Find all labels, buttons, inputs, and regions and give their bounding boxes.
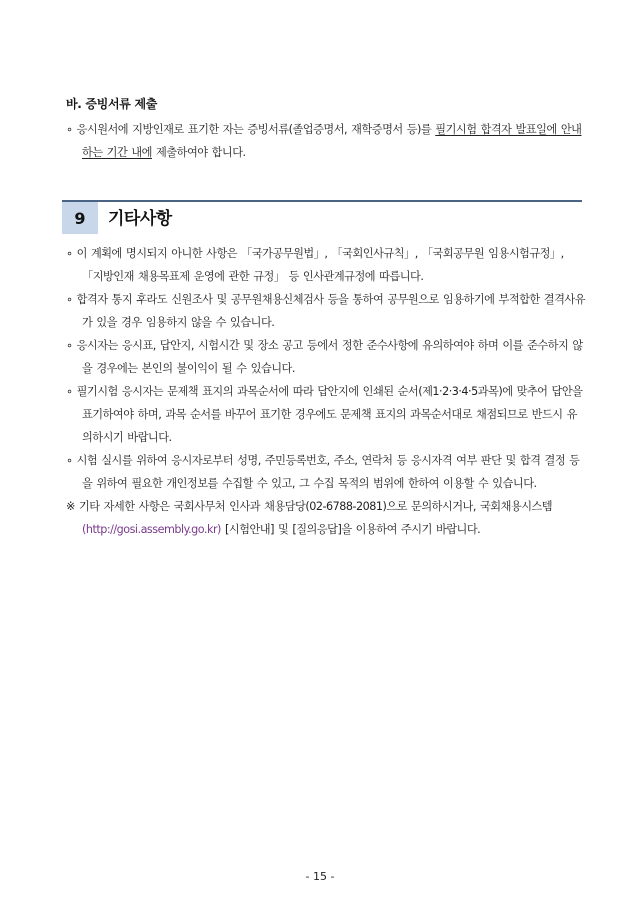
list-item [66, 242, 586, 288]
note-text-before: 기타 자세한 사항은 국회사무처 인사과 채용담당(02-6788-2081)으로 문의하시거나, 국회채용시스템 [78, 500, 553, 513]
section-b-heading: 바. 증빙서류 제출 [66, 97, 158, 111]
note-mark: ※ [66, 500, 75, 513]
contact-note [66, 495, 586, 541]
list-item-text: 이 계획에 명시되지 아니한 사항은 「국가공무원법」, 「국회인사규칙」, 「국회공무원 임용시험규정」, 「지방인재 채용목표제 운영에 관한 규정」 등 인사관계규정에 따릅니다. [76, 247, 564, 283]
section-9-header [62, 198, 582, 234]
bullet-mark: ∘ [66, 123, 73, 136]
bullet-mark: ∘ [66, 454, 73, 467]
bullet-mark: ∘ [66, 293, 73, 306]
list-item-text: 응시자는 응시표, 답안지, 시험시간 및 장소 공고 등에서 정한 준수사항에 유의하여야 하며 이를 준수하지 않을 경우에는 본인의 불이익이 될 수 있습니다. [76, 339, 583, 375]
section-b-text-after: 제출하여야 합니다. [151, 146, 246, 159]
list-item-text: 필기시험 응시자는 문제책 표지의 과목순서에 따라 답안지에 인쇄된 순서(제1·2·3·4·5과목)에 맞추어 답안을 표기하여야 하며, 과목 순서를 바꾸어 표기한 경우에도 문제책 표지의 과목순서대로 채점되므로 반드시 유의하시기 바랍니다. [76, 385, 583, 444]
section-b-bullet-item [66, 118, 586, 164]
list-item [66, 449, 586, 495]
list-item-text: 시험 실시를 위하여 응시자로부터 성명, 주민등록번호, 주소, 연락처 등 응시자격 여부 판단 및 합격 결정 등을 위하여 필요한 개인정보를 수집할 수 있고, 그 수집 목적의 범위에 한하여 이용할 수 있습니다. [76, 454, 580, 490]
section-title: 기타사항 [108, 209, 172, 229]
list-item [66, 288, 586, 334]
list-item [66, 334, 586, 380]
bullet-mark: ∘ [66, 339, 73, 352]
section-b-text-before: 응시원서에 지방인재로 표기한 자는 증빙서류(졸업증명서, 재학증명서 등)를 [76, 123, 436, 136]
list-item-text: 합격자 통지 후라도 신원조사 및 공무원채용신체검사 등을 통하여 공무원으로 임용하기에 부적합한 결격사유가 있을 경우 임용하지 않을 수 있습니다. [76, 293, 586, 329]
section-header-rule [62, 200, 582, 202]
list-item [66, 380, 586, 449]
recruitment-site-link[interactable]: (http://gosi.assembly.go.kr) [82, 523, 221, 536]
section-b-paragraph [66, 118, 586, 164]
note-text-after: [시험안내] 및 [질의응답]을 이용하여 주시기 바랍니다. [220, 523, 481, 536]
section-9-items [66, 242, 586, 541]
section-b-underlined-text: 필기시험 합격자 발표일에 안내하는 기간 내에 [82, 123, 582, 159]
bullet-mark: ∘ [66, 385, 73, 398]
section-number-box: 9 [62, 202, 98, 234]
page-number: - 15 - [305, 870, 335, 883]
bullet-mark: ∘ [66, 247, 73, 260]
